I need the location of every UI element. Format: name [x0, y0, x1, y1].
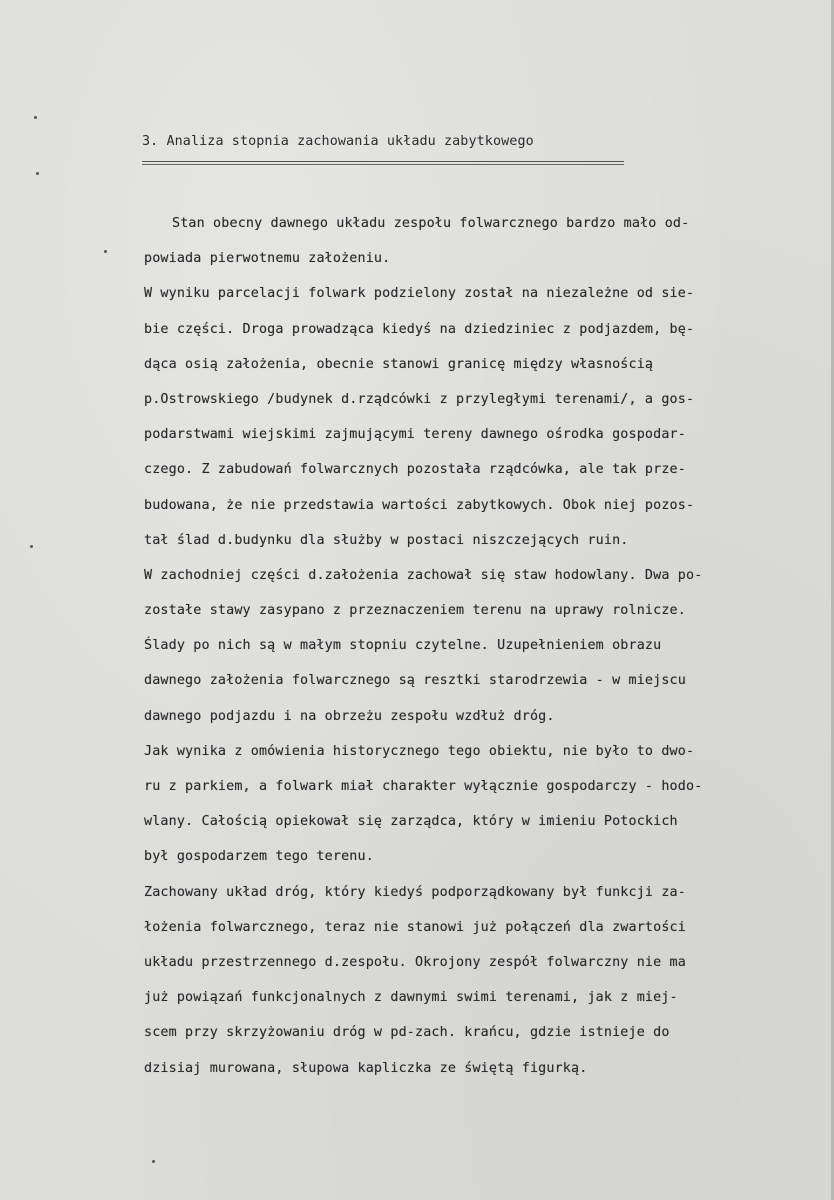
paper-speck [104, 250, 107, 253]
body-text [144, 212, 814, 1092]
text-line: dąca osią założenia, obecnie stanowi granicę między własnością [144, 356, 654, 372]
text-line: Stan obecny dawnego układu zespołu folwarcznego bardzo mało od- [172, 216, 690, 231]
text-line: ru z parkiem, a folwark miał charakter wyłącznie gospodarczy - hodo- [144, 779, 703, 794]
text-line: dawnego założenia folwarcznego są resztki starodrzewia - w miejscu [144, 673, 686, 689]
text-line: bie części. Droga prowadząca kiedyś na dziedziniec z podjazdem, bę- [144, 321, 695, 337]
text-line: tał ślad d.budynku dla służby w postaci niszczejących ruin. [144, 532, 629, 548]
section-heading: 3. Analiza stopnia zachowania układu zabytkowego [142, 134, 534, 149]
text-line: łożenia folwarcznego, teraz nie stanowi już połączeń dla zwartości [144, 919, 686, 935]
paper-speck [152, 1160, 155, 1163]
text-line: dawnego podjazdu i na obrzeżu zespołu wzdłuż dróg. [144, 708, 555, 724]
text-line: W wyniku parcelacji folwark podzielony został na niezależne od sie- [144, 286, 695, 302]
paper-speck [36, 172, 39, 175]
text-line: czego. Z zabudowań folwarcznych pozostała rządcówka, ale tak prze- [144, 462, 686, 478]
paper-speck [34, 116, 37, 119]
text-line: scem przy skrzyżowaniu dróg w pd-zach. krańcu, gdzie istnieje do [144, 1025, 670, 1041]
text-line: wlany. Całością opiekował się zarządca, który w imieniu Potockich [144, 814, 678, 830]
text-line: budowana, że nie przedstawia wartości zabytkowych. Obok niej pozos- [144, 497, 695, 513]
text-line: podarstwami wiejskimi zajmującymi tereny dawnego ośrodka gospodar- [144, 427, 686, 443]
text-line: już powiązań funkcjonalnych z dawnymi swimi terenami, jak z miej- [144, 990, 678, 1006]
text-line: powiada pierwotnemu założeniu. [144, 251, 391, 267]
text-line: Zachowany układ dróg, który kiedyś podporządkowany był funkcji za- [144, 884, 686, 900]
text-line: układu przestrzennego d.zespołu. Okrojony zespół folwarczny nie ma [144, 954, 686, 970]
text-line: Ślady po nich są w małym stopniu czytelne. Uzupełnieniem obrazu [144, 638, 662, 654]
heading-underline [142, 161, 624, 165]
text-line: p.Ostrowskiego /budynek d.rządcówki z przyległymi terenami/, a gos- [144, 391, 695, 407]
text-line: W zachodniej części d.założenia zachował się staw hodowlany. Dwa po- [144, 567, 703, 583]
text-line: zostałe stawy zasypano z przeznaczeniem terenu na uprawy rolnicze. [144, 603, 686, 619]
paper-speck [30, 545, 33, 548]
text-line: był gospodarzem tego terenu. [144, 849, 374, 865]
text-line: Jak wynika z omówienia historycznego tego obiektu, nie było to dwo- [144, 743, 695, 759]
text-line: dzisiaj murowana, słupowa kapliczka ze świętą figurką. [144, 1060, 588, 1076]
